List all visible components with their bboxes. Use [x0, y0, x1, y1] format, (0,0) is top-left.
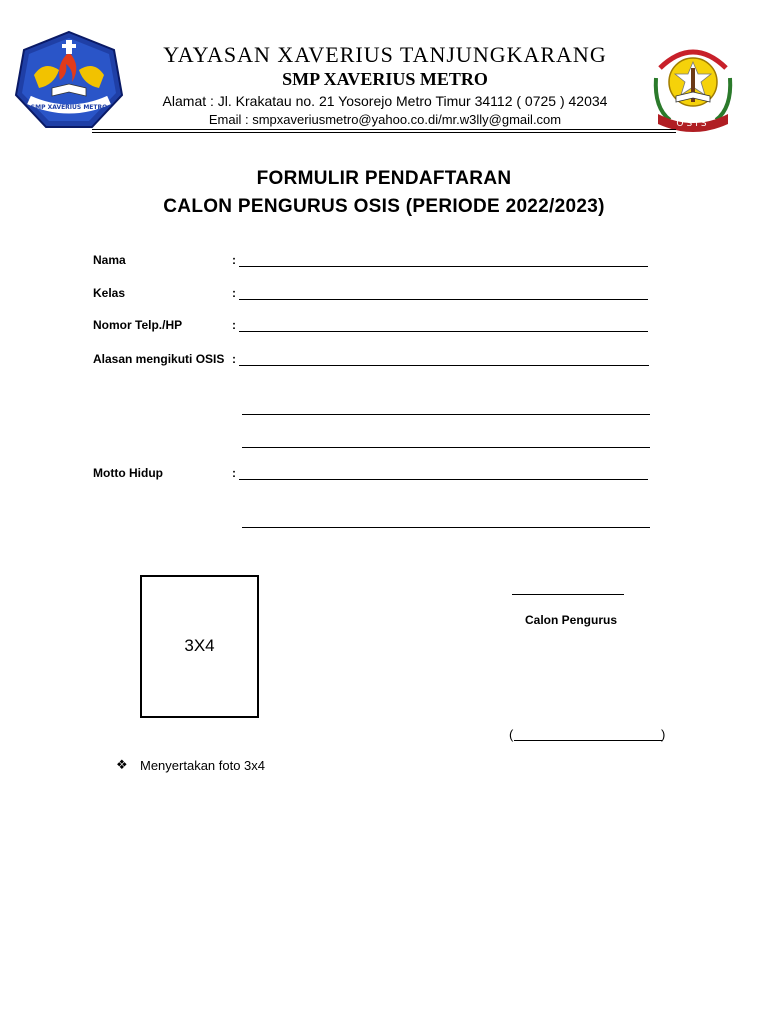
signature-paren-open: (: [509, 727, 514, 742]
field-input-line-kelas[interactable]: [239, 299, 648, 300]
field-colon: :: [232, 253, 236, 267]
field-label-nama: Nama: [93, 253, 126, 267]
form-subtitle: CALON PENGURUS OSIS (PERIODE 2022/2023): [163, 196, 605, 217]
photo-size-label: 3X4: [184, 636, 215, 655]
field-input-line-motto[interactable]: [239, 479, 648, 480]
form-title: FORMULIR PENDAFTARAN: [256, 168, 512, 189]
field-input-line-alasan-3[interactable]: [242, 447, 650, 448]
field-colon: :: [232, 318, 236, 332]
field-input-line-telp[interactable]: [239, 331, 648, 332]
school-email: Email : smpxaveriusmetro@yahoo.co.di/mr.w3lly@gmail.com: [208, 112, 562, 127]
field-colon: :: [232, 352, 236, 366]
field-colon: :: [232, 286, 236, 300]
field-input-line-motto-2[interactable]: [242, 527, 650, 528]
header-divider-thin: [92, 132, 676, 133]
field-input-line-alasan-2[interactable]: [242, 414, 650, 415]
field-input-line-alasan[interactable]: [239, 365, 649, 366]
field-colon: :: [232, 466, 236, 480]
school-name: SMP XAVERIUS METRO: [282, 69, 488, 89]
school-address: Alamat : Jl. Krakatau no. 21 Yosorejo Metro Timur 34112 ( 0725 ) 42034: [162, 93, 608, 109]
field-label-alasan: Alasan mengikuti OSIS: [93, 352, 225, 366]
note-text: Menyertakan foto 3x4: [140, 758, 266, 773]
header-divider: [92, 129, 676, 130]
field-label-telp: Nomor Telp./HP: [93, 318, 183, 332]
signature-date-line[interactable]: [512, 594, 624, 595]
field-label-motto: Motto Hidup: [93, 466, 163, 480]
signature-paren-close: ): [661, 727, 666, 742]
logo-right-lettering: OSIS: [676, 119, 710, 129]
signature-name-line[interactable]: [514, 740, 662, 741]
osis-logo: [650, 38, 736, 132]
logo-left-lettering: SMP XAVERIUS METRO: [30, 104, 108, 111]
field-label-kelas: Kelas: [93, 286, 126, 300]
signature-role-label: Calon Pengurus: [524, 613, 617, 627]
diamond-bullet-icon: ❖: [116, 757, 128, 772]
foundation-name: YAYASAN XAVERIUS TANJUNGKARANG: [163, 42, 607, 67]
school-logo: [14, 30, 124, 130]
field-input-line-nama[interactable]: [239, 266, 648, 267]
